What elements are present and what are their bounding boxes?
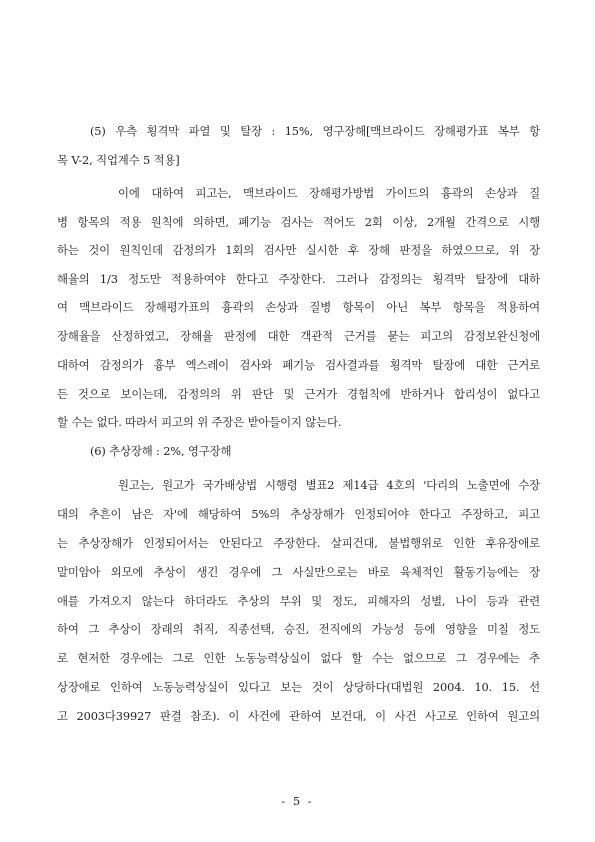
page-number: - 5 - <box>281 794 314 808</box>
paragraph-line: 이에 대하여 피고는, 맥브라이드 장해평가방법 가이드의 흉곽의 손상과 질 <box>118 186 540 200</box>
paragraph-line: 병 항목의 적용 원칙에 의하면, 폐기능 검사는 적어도 2회 이상, 2개월 간격으로 시행 <box>57 215 540 229</box>
paragraph-line: 여 맥브라이드 장해평가표의 흉곽의 손상과 질병 항목이 아닌 복부 항목을 적용하여 <box>57 300 540 314</box>
paragraph-line: 원고는, 원고가 국가배상법 시행령 별표2 제14급 4호의 '다리의 노출면에 수장 <box>118 478 540 492</box>
paragraph-line: 고 2003다39927 판결 참조). 이 사건에 관하여 보건대, 이 사건 사고로 인하여 원고의 <box>57 709 540 723</box>
paragraph-line: (5) 우측 횡격막 파열 및 탈장 : 15%, 영구장해[맥브라이드 장해평가표 복부 항 <box>90 124 540 138</box>
paragraph-line: 는 추상장해가 인정되어서는 안된다고 주장한다. 살피건대, 불법행위로 인한 후유장애로 <box>57 536 540 550</box>
paragraph-line: 해율의 1/3 정도만 적용하여야 한다고 주장한다. 그러나 감정의는 횡격막 탈장에 대하 <box>57 272 540 286</box>
paragraph-line: 하여 그 추상이 장래의 취직, 직종선택, 승진, 전직에의 가능성 등에 영향을 미칠 정도 <box>57 622 540 636</box>
paragraph-line: 상장애로 인하여 노동능력상실이 있다고 보는 것이 상당하다(대법원 2004. 10. 15. 선 <box>57 680 540 694</box>
paragraph-line: 대하여 감정의가 흉부 엑스레이 검사와 폐기능 검사결과를 횡격막 탈장에 대한 근거로 <box>57 358 540 372</box>
paragraph-line: 애를 가져오지 않는다 하더라도 추상의 부위 및 정도, 피해자의 성별, 나이 등과 관련 <box>57 594 540 608</box>
paragraph-line: 목 V-2, 직업계수 5 적용] <box>57 153 180 167</box>
paragraph-line: 할 수는 없다. 따라서 피고의 위 주장은 받아들이지 않는다. <box>57 415 342 429</box>
paragraph-line: 하는 것이 원칙인데 감정의가 1회의 검사만 실시한 후 장해 판정을 하였으므로, 위 장 <box>57 243 540 257</box>
paragraph-line: 로 현저한 경우에는 그로 인한 노동능력상실이 없다 할 수는 없으므로 그 경우에는 추 <box>57 651 540 665</box>
section-heading: (6) 추상장해 : 2%, 영구장해 <box>90 444 232 458</box>
paragraph-line: 장해율을 산정하였고, 장해율 판정에 대한 객관적 근거를 묻는 피고의 감정보완신청에 <box>57 329 540 343</box>
paragraph-line: 말미암아 외모에 추상이 생긴 경우에 그 사실만으로는 바로 육체적인 활동기능에는 장 <box>57 565 540 579</box>
paragraph-line: 대의 추흔이 남은 자'에 해당하여 5%의 추상장해가 인정되어야 한다고 주장하고, 피고 <box>57 507 540 521</box>
paragraph-line: 든 것으로 보이는데, 감정의의 위 판단 및 근거가 경험칙에 반하거나 합리성이 없다고 <box>57 387 540 401</box>
